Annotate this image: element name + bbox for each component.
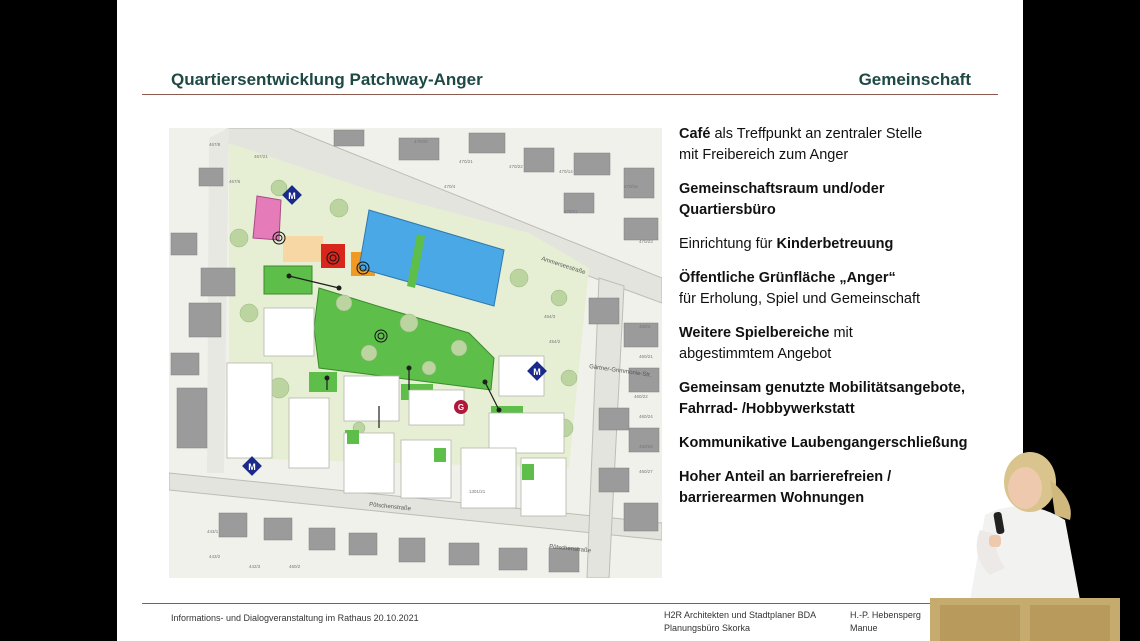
slide-title: Quartiersentwicklung Patchway-Anger [171,70,483,89]
speaker-video-overlay [930,440,1140,641]
community-marker [454,400,468,414]
parcel-label: 470/4 [444,184,456,189]
section-title: Gemeinschaft [858,70,971,89]
parcel-label: 460/24 [639,414,653,419]
bullet-barrier-free: Hoher Anteil an barrierefreien / barrierearmen Wohnungen [679,469,892,506]
svg-text:M: M [533,367,541,377]
bullet-community-room: Gemeinschaftsraum und/oder Quartiersbüro [679,181,885,218]
parcel-label: 470/16 [624,184,638,189]
street-label: Pötschenstraße [368,502,412,513]
parcel-label: 460/4 [639,324,651,329]
bullet-play-areas: Weitere Spielbereiche mit abgestimmtem Angebot [679,325,853,362]
footer-architects: H2R Architekten und Stadtplaner BDA Planungsbüro Skorka [664,610,817,633]
parcel-label: 460/21 [639,354,653,359]
presentation-slide [117,0,1023,641]
header-divider [142,94,998,95]
bullet-mobility: Gemeinsam genutzte Mobilitätsangebote, Fahrrad- /Hobbywerkstatt [679,380,966,417]
parcel-label: 470/11 [564,209,578,214]
parcel-label: 470/21 [459,159,473,164]
parcel-label: 454/2 [549,339,561,344]
parcel-label: 470/20 [414,139,428,144]
street-label: Ammerseestraße [540,256,586,277]
parcel-label: 460/2 [289,564,301,569]
svg-text:M: M [248,462,256,472]
parcel-label: 467/6 [229,179,241,184]
parcel-label: 460/22 [634,394,648,399]
parcel-label: 442/3 [249,564,261,569]
site-plan [169,128,662,578]
parcel-label: 470/22 [509,164,523,169]
footer-divider [142,603,998,604]
parcel-label: 443/2 [209,554,221,559]
footer-authors: H.-P. Hebensperg Manue [850,610,921,633]
parcel-label: 470/23 [639,239,653,244]
bullet-childcare: Einrichtung für Kinderbetreuung [679,236,894,252]
svg-text:G: G [457,403,465,412]
street-label: Pötschenstraße [548,544,592,555]
parcel-label: 467/8 [209,142,221,147]
parcel-label: 460/26 [639,444,653,449]
parcel-label: 454/3 [544,314,556,319]
parcel-label: 1301/21 [469,489,486,494]
bullet-cafe: Café als Treffpunkt an zentraler Stelle mit Freibereich zum Anger [679,126,923,163]
parcel-label: 470/14 [559,169,573,174]
bullet-access: Kommunikative Laubengangerschließung [679,435,968,451]
footer-event: Informations- und Dialogveranstaltung im Rathaus 20.10.2021 [171,613,419,623]
parcel-label: 467/21 [254,154,268,159]
bullet-green-space: Öffentliche Grünfläche „Anger“ für Erholung, Spiel und Gemeinschaft [679,270,920,307]
svg-text:M: M [288,191,296,201]
parcel-label: 460/27 [639,469,653,474]
street-label: Gärtner-Grimmonie-Str. [588,364,652,379]
parcel-label: 443/1 [207,529,219,534]
